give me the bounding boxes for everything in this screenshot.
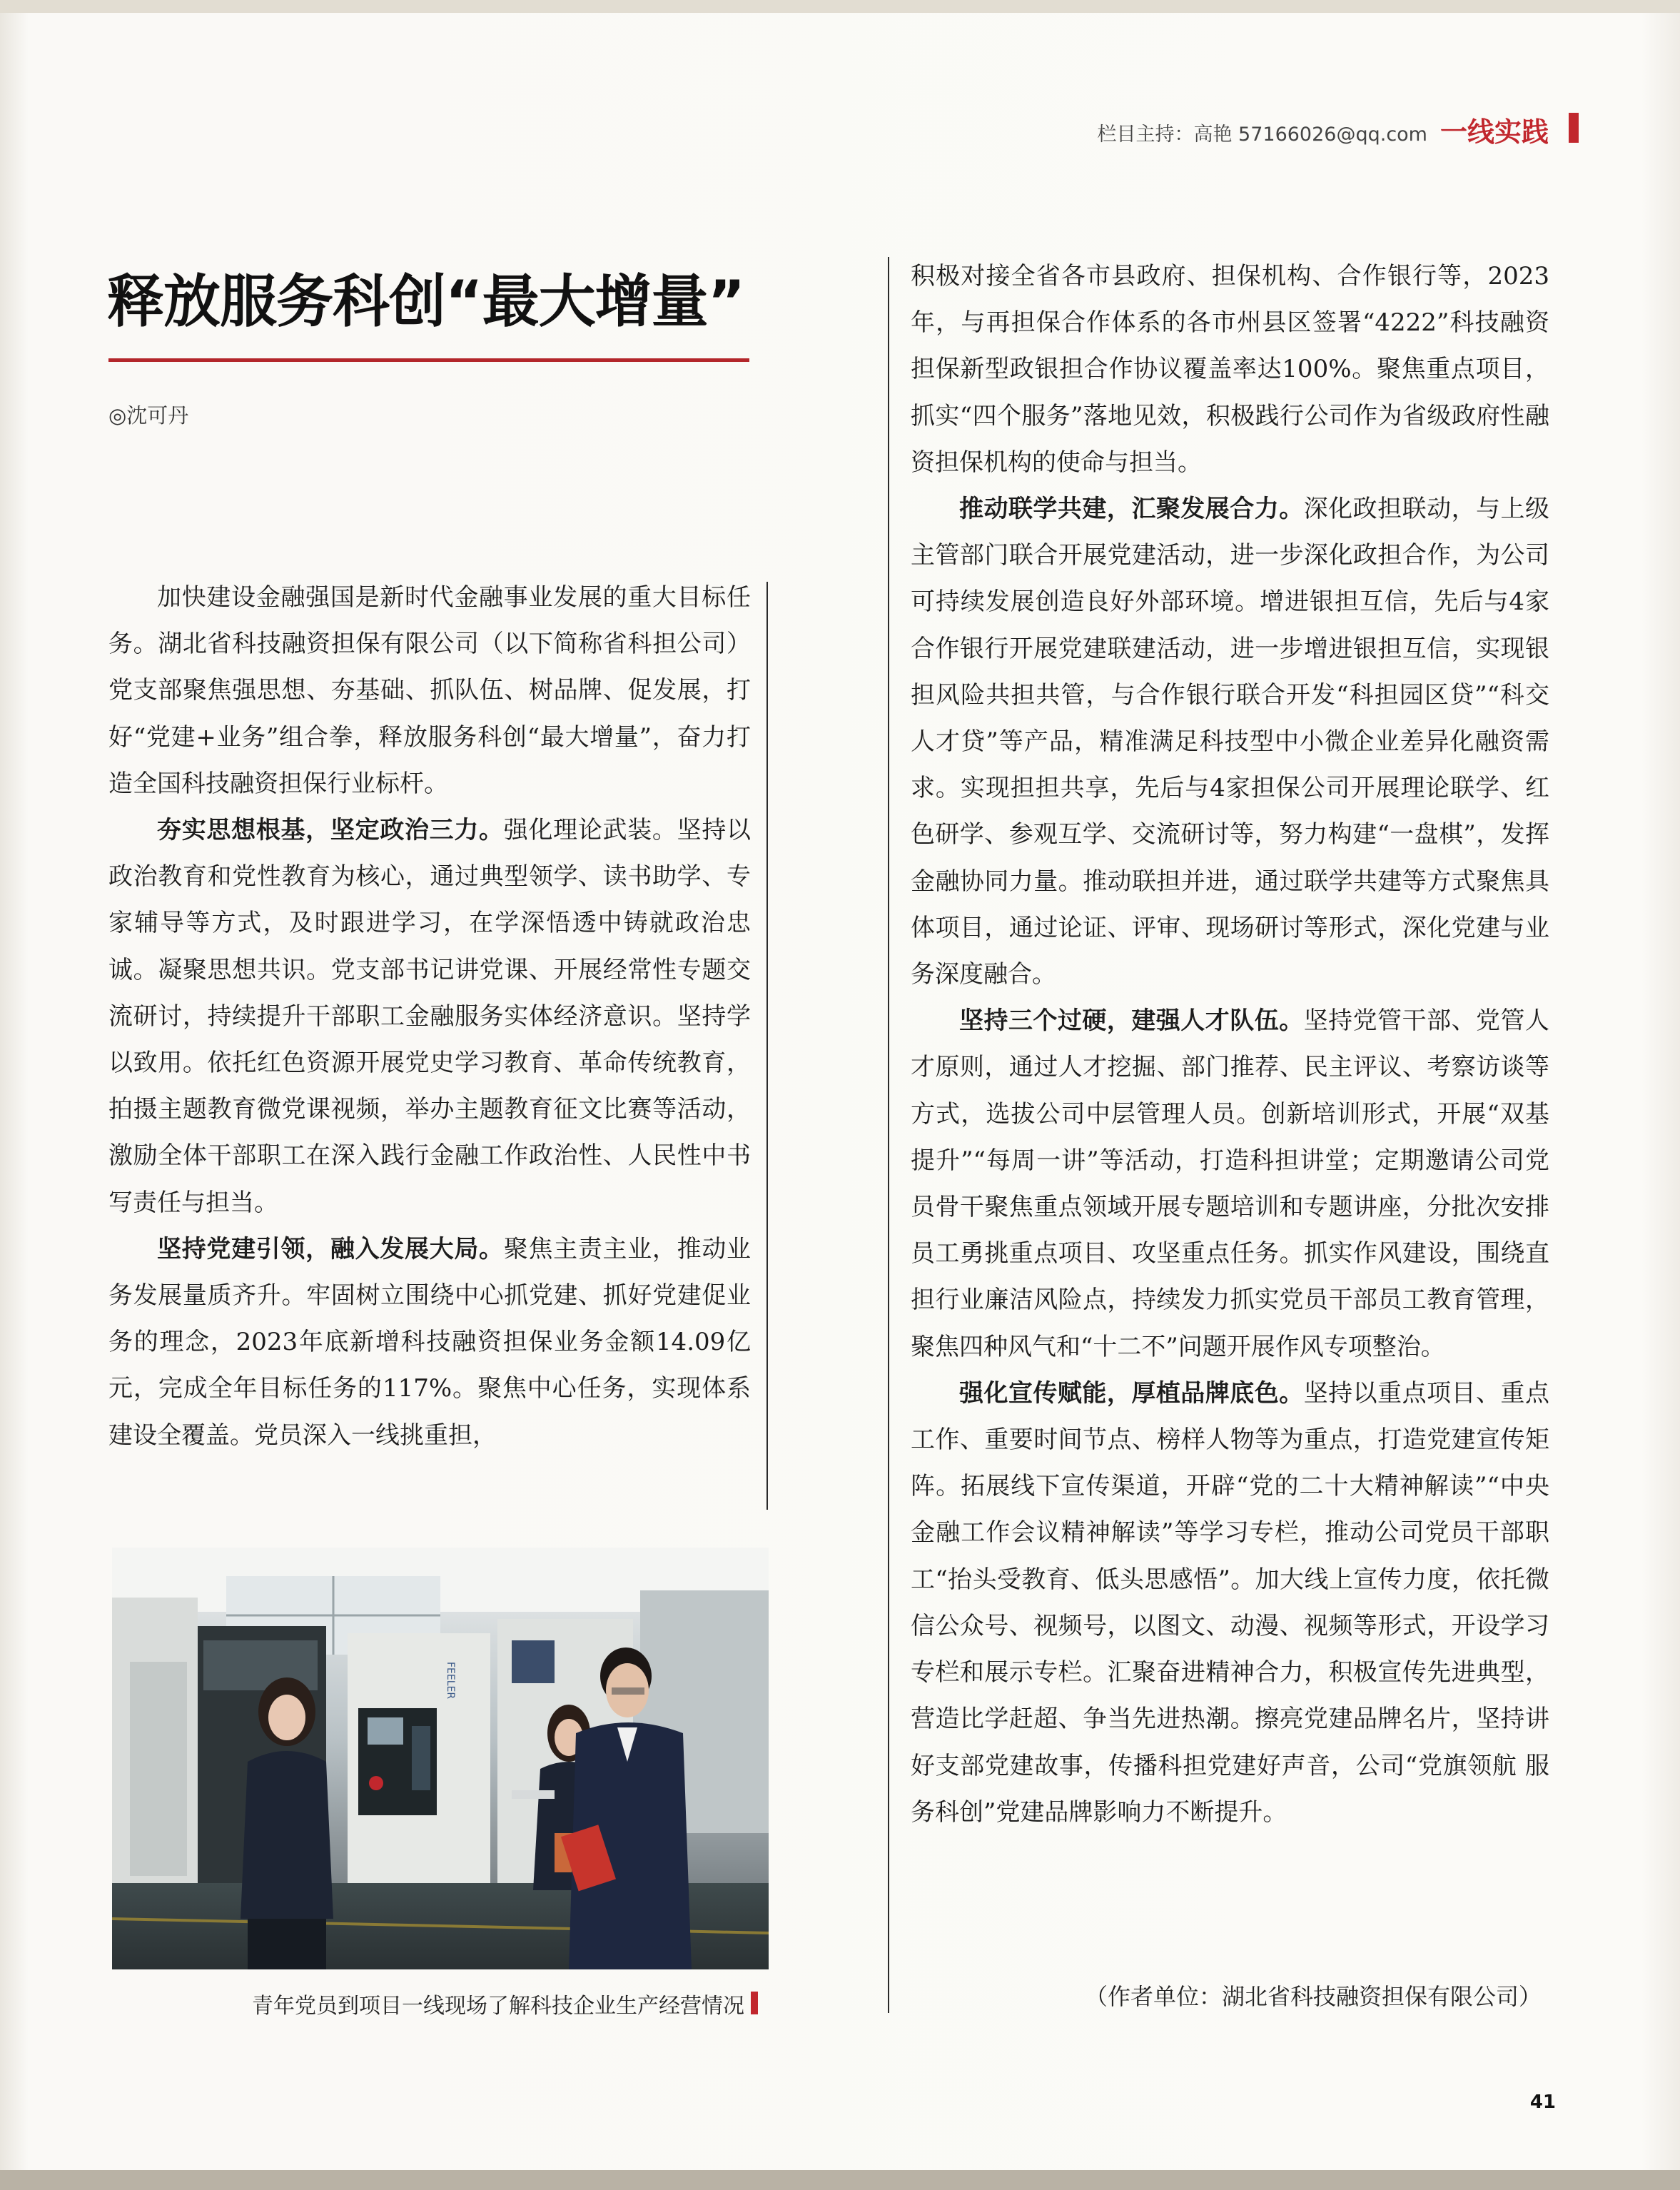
machine-brand: FEELER <box>445 1662 456 1700</box>
paragraph-text: 聚焦主责主业，推动业务发展量质齐升。牢固树立围绕中心抓党建、抓好党建促业务的理念，2023年底新增科技融资担保业务金额14.09亿元，完成全年目标任务的117%。聚焦中心任务，实现体系建设全覆盖。党员深入一线挑重担， <box>108 1234 752 1450</box>
left-column <box>108 575 751 1459</box>
factory-photo-illustration <box>112 1548 769 1969</box>
section-heading: 夯实思想根基，坚定政治三力。 <box>157 816 504 845</box>
column-accent-mark <box>1569 113 1579 143</box>
paragraph-continued <box>911 253 1549 486</box>
title-underline <box>108 358 749 362</box>
page-edge <box>0 0 1680 13</box>
paragraph-section <box>911 1371 1549 1836</box>
column-name: 一线实践 <box>1440 116 1549 148</box>
column-host-line: 栏目主持：高艳 57166026@qq.com <box>1097 123 1427 146</box>
article-title: 释放服务科创“最大增量” <box>107 268 745 335</box>
paragraph-text: 坚持以重点项目、重点工作、重要时间节点、榜样人物等为重点，打造党建宣传矩阵。拓展线下宣传渠道，开辟“党的二十大精神解读”“中央金融工作会议精神解读”等学习专栏，推动公司党员干部职工“抬头受教育、低头思感悟”。加大线上宣传力度，依托微信公众号、视频号，以图文、动漫、视频等形式，开设学习专栏和展示专栏。汇聚奋进精神合力，积极宣传先进典型，营造比学赶超、争当先进热潮。擦亮党建品牌名片，坚持讲好支部党建故事，传播科担党建好声音，公司“党旗领航 服务科创”党建品牌影响力不断提升。 <box>911 1378 1550 1827</box>
paragraph-intro <box>108 575 751 807</box>
paragraph-section <box>911 486 1549 998</box>
paragraph-text: 深化政担联动，与上级主管部门联合开展党建活动，进一步深化政担合作，为公司可持续发展创造良好外部环境。增进银担互信，先后与4家合作银行开展党建联建活动，进一步增进银担互信，实现银担风险共担共管，与合作银行联合开发“科担园区贷”“科交人才贷”等产品，精准满足科技型中小微企业差异化融资需求。实现担担共享，先后与4家担保公司开展理论联学、红色研学、参观互学、交流研讨等，努力构建“一盘棋”，发挥金融协同力量。推动联担并进，通过联学共建等方式聚焦具体项目，通过论证、评审、现场研讨等形式，深化党建与业务深度融合。 <box>911 495 1550 989</box>
section-heading: 推动联学共建，汇聚发展合力。 <box>959 495 1304 524</box>
paragraph-text: 坚持党管干部、党管人才原则，通过人才挖掘、部门推荐、民主评议、考察访谈等方式，选拔公司中层管理人员。创新培训形式，开展“双基提升”“每周一讲”等活动，打造科担讲堂；定期邀请公司党员骨干聚焦重点领域开展专题培训和专题讲座，分批次安排员工勇挑重点项目、攻坚重点任务。抓实作风建设，围绕直担行业廉洁风险点，持续发力抓实党员干部员工教育管理，聚焦四种风气和“十二不”问题开展作风专项整治。 <box>911 1006 1550 1361</box>
page-edge <box>0 2170 1680 2190</box>
author-affiliation: （作者单位：湖北省科技融资担保有限公司） <box>1084 1983 1542 2010</box>
paragraph-section <box>108 1226 751 1459</box>
article-photo <box>112 1548 769 1969</box>
article-author: ◎沈可丹 <box>108 403 189 428</box>
page-number: 41 <box>1529 2091 1556 2113</box>
section-heading: 坚持党建引领，融入发展大局。 <box>157 1234 504 1263</box>
column-divider <box>766 582 768 1510</box>
paragraph-text: 强化理论武装。坚持以政治教育和党性教育为核心，通过典型领学、读书助学、专家辅导等方式，及时跟进学习，在学深悟透中铸就政治忠诚。凝聚思想共识。党支部书记讲党课、开展经常性专题交流研讨，持续提升干部职工金融服务实体经济意识。坚持学以致用。依托红色资源开展党史学习教育、革命传统教育，拍摄主题教育微党课视频，举办主题教育征文比赛等活动，激励全体干部职工在深入践行金融工作政治性、人民性中书写责任与担当。 <box>108 816 752 1217</box>
paragraph-text: 加快建设金融强国是新时代金融事业发展的重大目标任务。湖北省科技融资担保有限公司（以下简称省科担公司）党支部聚焦强思想、夯基础、抓队伍、树品牌、促发展，打好“党建+业务”组合拳，释放服务科创“最大增量”，奋力打造全国科技融资担保行业标杆。 <box>108 583 751 798</box>
caption-accent-mark <box>751 1992 758 2014</box>
right-column <box>911 253 1549 1836</box>
paragraph-section <box>108 807 751 1226</box>
paragraph-section <box>911 998 1549 1371</box>
section-heading: 强化宣传赋能，厚植品牌底色。 <box>959 1378 1304 1408</box>
section-heading: 坚持三个过硬，建强人才队伍。 <box>959 1006 1304 1036</box>
paragraph-text: 积极对接全省各市县政府、担保机构、合作银行等，2023年，与再担保合作体系的各市州县区签署“4222”科技融资担保新型政银担合作协议覆盖率达100%。聚焦重点项目，抓实“四个服务”落地见效，积极践行公司作为省级政府性融资担保机构的使命与担当。 <box>911 262 1549 477</box>
photo-caption: 青年党员到项目一线现场了解科技企业生产经营情况 <box>252 1994 744 2019</box>
column-divider <box>888 257 889 2013</box>
